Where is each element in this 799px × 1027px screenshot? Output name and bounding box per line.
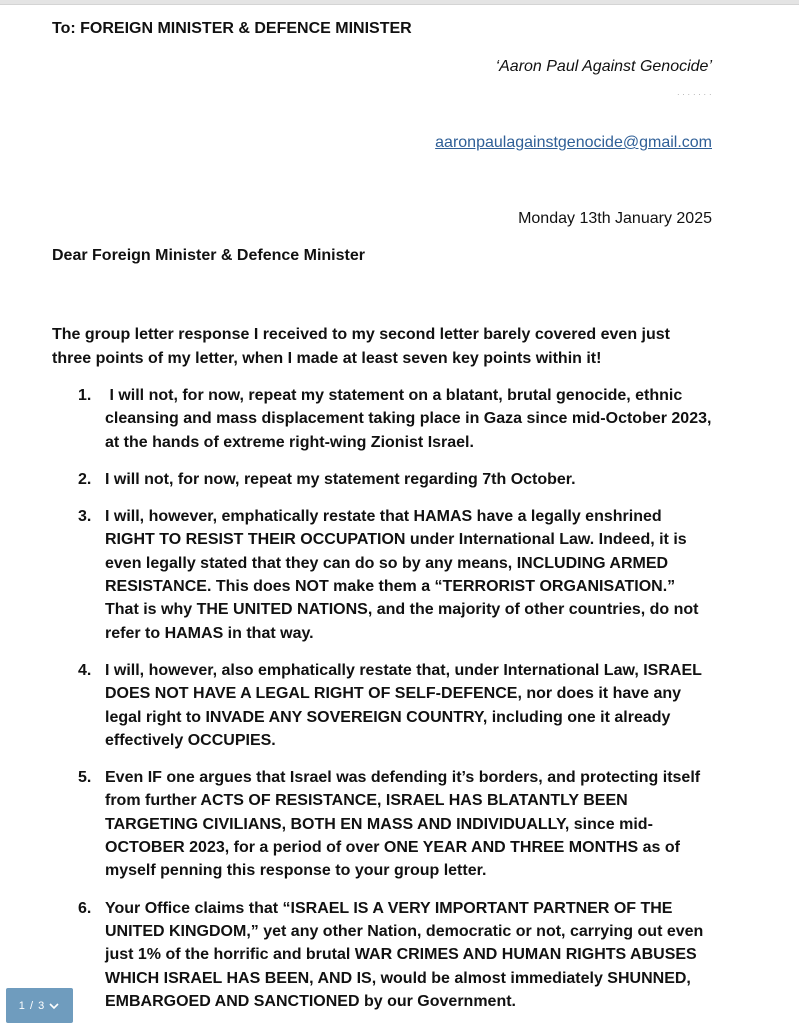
list-item-number: 5. (78, 769, 92, 787)
list-item (52, 468, 712, 491)
list-item-number: 2. (78, 470, 92, 488)
list-item-text: I will, however, emphatically restate that HAMAS have a legally enshrined RIGHT TO RESIST THEIR OCCUPATION under International Law. Indeed, it is even legally stated that they can do so by any means, INCLUDING ARMED RESISTANCE. This does NOT make them a “TERRORIST ORGANISATION.” That is why THE UNITED NATIONS, and the majority of other countries, do not refer to HAMAS in that way. (105, 508, 699, 642)
sender-email-link[interactable]: aaronpaulagainstgenocide@gmail.com (435, 134, 712, 151)
recipient-line: To: FOREIGN MINISTER & DEFENCE MINISTER (52, 20, 412, 37)
list-item-text: I will not, for now, repeat my statement regarding 7th October. (105, 470, 576, 488)
list-item (52, 897, 712, 1013)
list-item (52, 659, 712, 752)
intro-paragraph: The group letter response I received to my second letter barely covered even just three points of my letter, when I made at least seven key points within it! (52, 326, 670, 367)
list-item-text: Your Office claims that “ISRAEL IS A VERY IMPORTANT PARTNER OF THE UNITED KINGDOM,” yet any other Nation, democratic or not, carrying out even just 1% of the horrific and brutal WAR CRIMES AND HUMAN RIGHTS ABUSES WHICH ISRAEL HAS BEEN, AND IS, would be almost immediately SHUNNED, EMBARGOED AND SANCTIONED by our Government. (105, 899, 704, 1010)
salutation: Dear Foreign Minister & Defence Minister (52, 247, 365, 264)
page-indicator-label: 1 / 3 (18, 999, 46, 1012)
sender-name: ‘Aaron Paul Against Genocide’ (495, 58, 712, 75)
list-item-number: 1. (78, 387, 92, 404)
numbered-points-list (52, 384, 716, 1027)
list-item-number: 3. (78, 508, 92, 526)
page-indicator-button[interactable] (6, 988, 73, 1023)
list-item-number: 4. (78, 661, 92, 679)
sender-subline: . . . . . . . (677, 91, 712, 97)
list-item-number: 6. (78, 899, 92, 917)
list-item-text: Even IF one argues that Israel was defending it’s borders, and protecting itself from further ACTS OF RESISTANCE, ISRAEL HAS BLATANTLY BEEN TARGETING CIVILIANS, BOTH EN MASS AND INDIVIDUALLY, since mid-OCTOBER 2023, for a period of over ONE YEAR AND THREE MONTHS as of myself penning this response to your group letter. (105, 769, 701, 880)
chevron-down-icon (48, 1000, 60, 1012)
list-item-text: I will, however, also emphatically restate that, under International Law, ISRAEL DOES NOT HAVE A LEGAL RIGHT OF SELF-DEFENCE, nor does it have any legal right to INVADE ANY SOVEREIGN COUNTRY, including one it already effectively OCCUPIES. (105, 661, 702, 749)
list-item-text: I will not, for now, repeat my statement on a blatant, brutal genocide, ethnic cleansing and mass displacement taking place in Gaza since mid-October 2023, at the hands of extreme right-wing Zionist Israel. (105, 387, 716, 451)
letter-date: Monday 13th January 2025 (518, 210, 712, 227)
list-item (52, 505, 712, 645)
list-item (52, 384, 716, 454)
list-item (52, 766, 712, 882)
